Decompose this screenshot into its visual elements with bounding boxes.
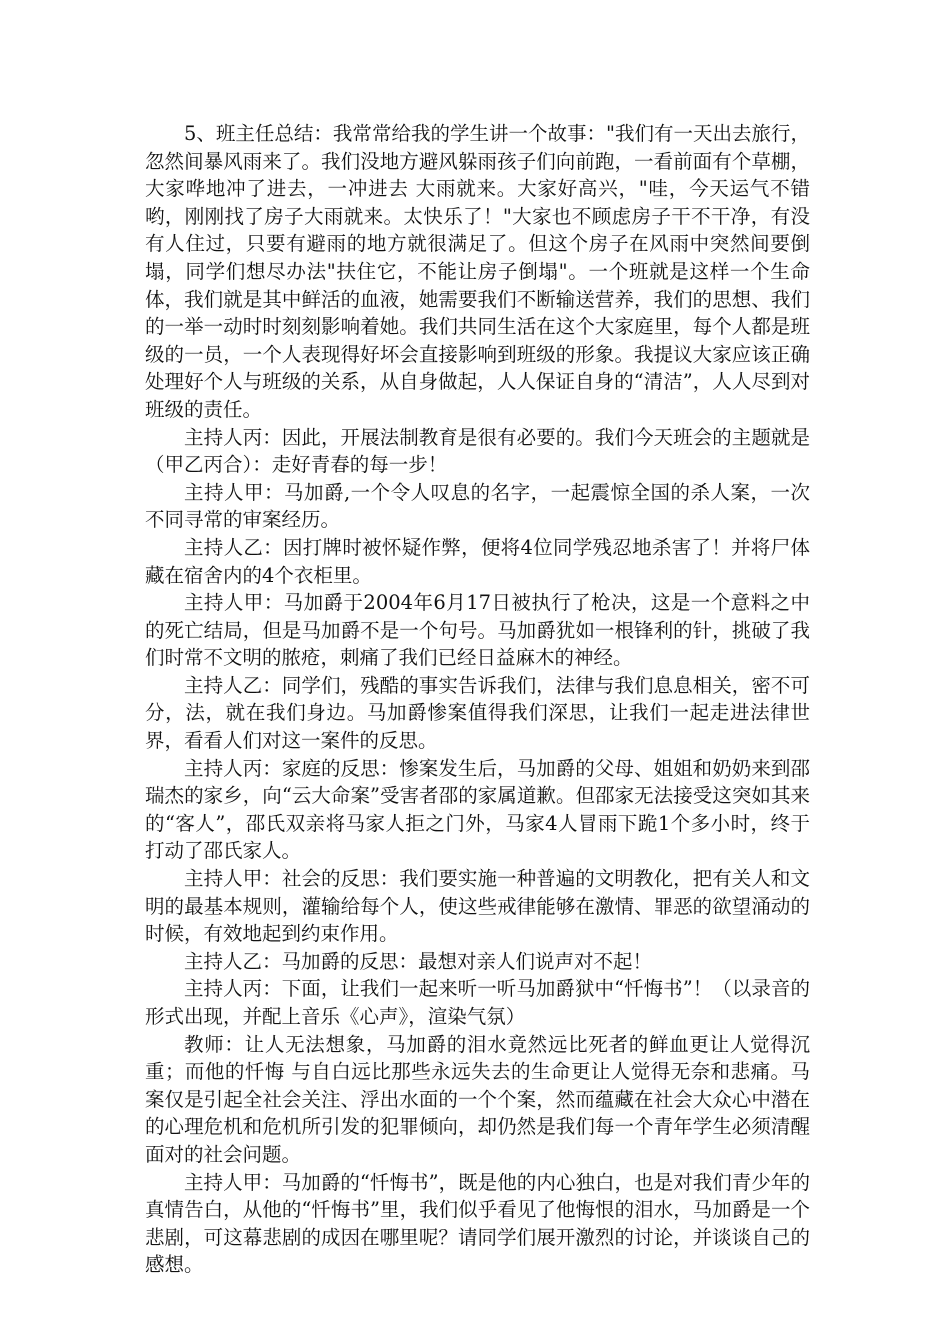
paragraph-host-jia-intro: 主持人甲：马加爵,一个令人叹息的名字，一起震惊全国的杀人案，一次不同寻常的审案经历。	[145, 480, 810, 532]
paragraph-host-jia-discussion: 主持人甲：马加爵的“忏悔书”，既是他的内心独白，也是对我们青少年的真情告白，从他的“忏悔书”里，我们似乎看见了他悔恨的泪水，马加爵是一个悲剧，可这幕悲剧的成因在哪里呢？请同学们展开激烈的讨论，并谈谈自己的感想。	[145, 1170, 810, 1277]
paragraph-host-yi-law: 主持人乙：同学们，残酷的事实告诉我们，法律与我们息息相关，密不可分，法，就在我们身边。马加爵惨案值得我们深思，让我们一起走进法律世界，看看人们对这一案件的反思。	[145, 673, 810, 753]
paragraph-host-jia-execution: 主持人甲：马加爵于2004年6月17日被执行了枪决，这是一个意料之中的死亡结局，但是马加爵不是一个句号。马加爵犹如一根锋利的针，挑破了我们时常不文明的脓疮，刺痛了我们已经日益麻木的神经。	[145, 591, 810, 670]
paragraph-teacher-comment: 教师：让人无法想象，马加爵的泪水竟然远比死者的鲜血更让人觉得沉重；而他的忏悔 与自白远比那些永远失去的生命更让人觉得无奈和悲痛。马案仅是引起全社会关注、浮出水面的一个个案，然而蕴藏在社会大众心中潜在的心理危机和危机所引发的犯罪倾向，却仍然是我们每一个青年学生必须清醒面对的社会问题。	[145, 1032, 810, 1166]
paragraph-teacher-summary: 5、班主任总结：我常常给我的学生讲一个故事："我们有一天出去旅行，忽然间暴风雨来了。我们没地方避风躲雨孩子们向前跑，一看前面有个草棚，大家哗地冲了进去，一冲进去 大雨就来。大家好高兴，"哇，今天运气不错哟，刚刚找了房子大雨就来。太快乐了！"大家也不顾虑房子干不干净，有没有人住过，只要有避雨的地方就很满足了。但这个房子在风雨中突然间要倒塌，同学们想尽办法"扶住它，不能让房子倒塌"。一个班就是这样一个生命体，我们就是其中鲜活的血液，她需要我们不断输送营养，我们的思想、我们的一举一动时时刻刻影响着她。我们共同生活在这个大家庭里，每个人都是班级的一员，一个人表现得好坏会直接影响到班级的形象。我提议大家应该正确处理好个人与班级的关系，从自身做起，人人保证自身的“清洁”，人人尽到对班级的责任。	[145, 122, 810, 421]
paragraph-host-yi-case: 主持人乙：因打牌时被怀疑作弊，便将4位同学残忍地杀害了！并将尸体藏在宿舍内的4个衣柜里。	[145, 535, 810, 587]
paragraph-host-bing-family: 主持人丙：家庭的反思：惨案发生后，马加爵的父母、姐姐和奶奶来到邵瑞杰的家乡，向“云大命案”受害者邵的家属道歉。但邵家无法接受这突如其来的“客人”，邵氏双亲将马家人拒之门外，马家4人冒雨下跪1个多小时，终于打动了邵氏家人。	[145, 756, 810, 863]
document-body	[145, 120, 810, 1279]
paragraph-host-jia-society: 主持人甲：社会的反思：我们要实施一种普遍的文明教化，把有关人和文明的最基本规则，灌输给每个人，使这些戒律能够在激情、罪恶的欲望涌动的时候，有效地起到约束作用。	[145, 867, 810, 946]
paragraph-host-bing-confession: 主持人丙：下面，让我们一起来听一听马加爵狱中“忏悔书”！（以录音的形式出现，并配上音乐《心声》，渲染气氛）	[145, 977, 810, 1028]
paragraph-host-yi-reflection: 主持人乙：马加爵的反思：最想对亲人们说声对不起！	[184, 949, 653, 973]
paragraph-host-bing-theme: 主持人丙：因此，开展法制教育是很有必要的。我们今天班会的主题就是（甲乙丙合）：走好青春的每一步！	[145, 425, 810, 477]
